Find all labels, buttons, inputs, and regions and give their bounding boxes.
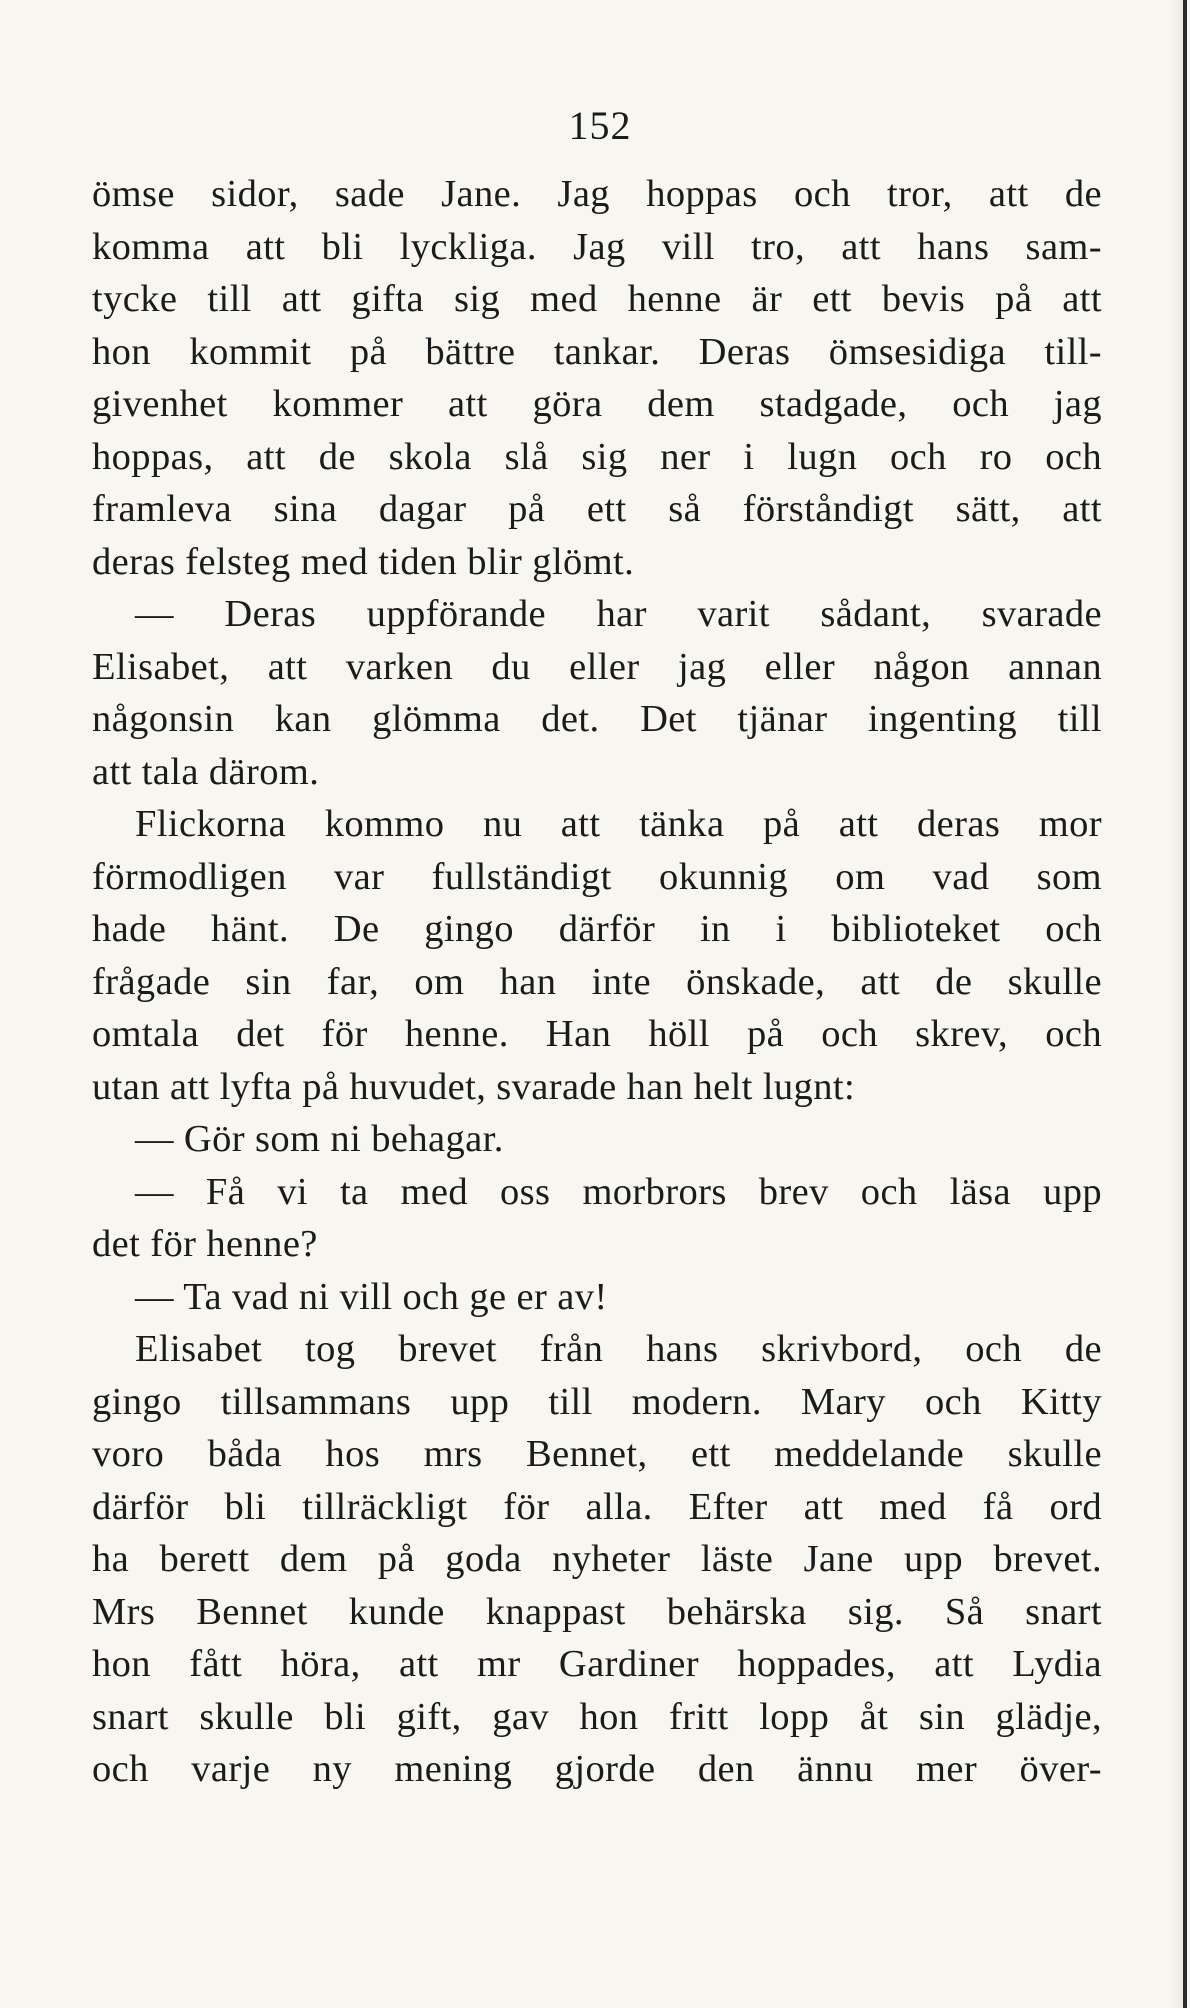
text-line: deras felsteg med tiden blir glömt. [92,540,635,583]
text-line: Flickorna kommo nu att tänka på att deras mor [135,803,1102,845]
text-line: komma att bli lyckliga. Jag vill tro, att hans sam- [92,225,1102,268]
text-line: Elisabet tog brevet från hans skrivbord, och de [135,1328,1102,1370]
text-line: ha berett dem på goda nyheter läste Jane upp brevet. [92,1538,1102,1580]
text-line: Mrs Bennet kunde knappast behärska sig. Så snart [92,1590,1102,1633]
page-edge-shadow [1170,0,1183,2008]
text-line: Elisabet, att varken du eller jag eller någon annan [92,645,1102,688]
text-line: hon fått höra, att mr Gardiner hoppades, att Lydia [92,1643,1102,1685]
text-line: frågade sin far, om han inte önskade, att de skulle [92,960,1102,1003]
text-line: hon kommit på bättre tankar. Deras ömsesidiga till- [92,330,1102,373]
text-line: voro båda hos mrs Bennet, ett meddelande skulle [92,1433,1102,1475]
text-line: utan att lyfta på huvudet, svarade han helt lugnt: [92,1065,856,1108]
page-number: 152 [568,103,632,148]
text-line: omtala det för henne. Han höll på och skrev, och [92,1013,1102,1055]
text-line: att tala därom. [92,750,320,793]
text-line: någonsin kan glömma det. Det tjänar ingenting till [92,698,1102,740]
text-line: tycke till att gifta sig med henne är ett bevis på att [92,278,1102,320]
body-text [92,168,1102,1796]
text-line: och varje ny mening gjorde den ännu mer över- [92,1748,1102,1790]
text-line: — Få vi ta med oss morbrors brev och läsa upp [135,1170,1102,1213]
text-line: framleva sina dagar på ett så förståndigt sätt, att [92,488,1102,530]
text-line: förmodligen var fullständigt okunnig om vad som [92,855,1102,898]
text-line: snart skulle bli gift, gav hon fritt lopp åt sin glädje, [92,1695,1102,1738]
text-line: — Deras uppförande har varit sådant, svarade [135,593,1102,635]
text-line: hoppas, att de skola slå sig ner i lugn och ro och [92,435,1102,478]
page-edge-line [1183,0,1187,2008]
text-line: givenhet kommer att göra dem stadgade, och jag [92,383,1102,425]
text-line: — Ta vad ni vill och ge er av! [135,1275,608,1318]
text-line: — Gör som ni behagar. [135,1118,504,1160]
text-line: ömse sidor, sade Jane. Jag hoppas och tror, att de [92,173,1102,215]
text-line: det för henne? [92,1223,318,1265]
text-line: hade hänt. De gingo därför in i biblioteket och [92,908,1102,950]
text-line: därför bli tillräckligt för alla. Efter att med få ord [92,1485,1102,1528]
text-line: gingo tillsammans upp till modern. Mary och Kitty [92,1380,1102,1423]
